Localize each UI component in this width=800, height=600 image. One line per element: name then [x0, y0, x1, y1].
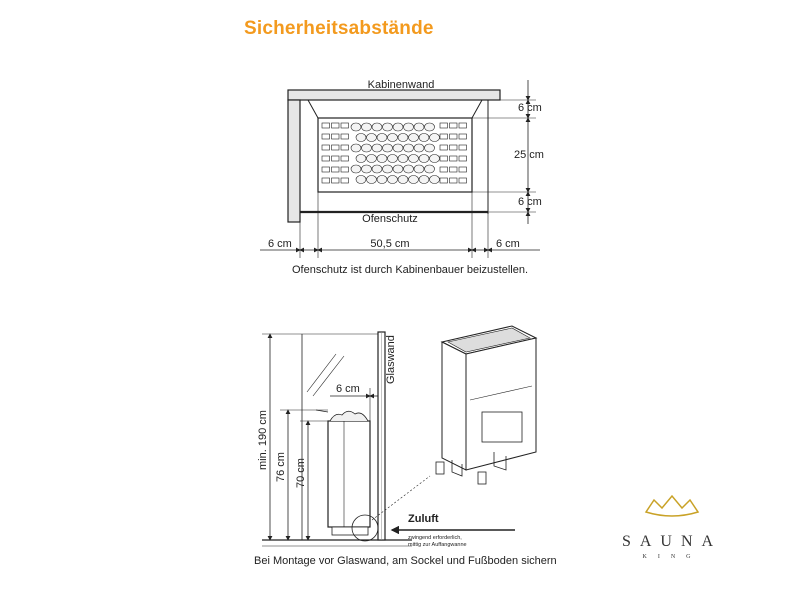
airflow-label: Zuluft — [408, 513, 439, 525]
airflow-note-1: zwingend erforderlich, — [408, 535, 462, 541]
dim-right-bottom: 6 cm — [518, 196, 542, 208]
dim-height-76: 76 cm — [275, 452, 287, 482]
stove-shield-label: Ofenschutz — [362, 213, 418, 225]
logo-sub: KING — [642, 554, 702, 560]
dim-right-top: 6 cm — [518, 102, 542, 114]
dim-bottom-left: 6 cm — [268, 238, 292, 250]
dim-height-70: 70 cm — [295, 458, 307, 488]
dim-right-mid: 25 cm — [514, 149, 544, 161]
glass-wall-label: Glaswand — [385, 335, 397, 384]
crown-icon — [646, 496, 698, 516]
airflow-note-2: mittig zur Auffangwanne — [408, 542, 467, 548]
page-title: Sicherheitsabstände — [244, 18, 434, 39]
logo-name: SAUNA — [621, 533, 723, 550]
footer-note: Bei Montage vor Glaswand, am Sockel und Fußboden sichern — [254, 555, 557, 567]
dim-bottom-mid: 50,5 cm — [370, 238, 410, 250]
dim-bottom-right: 6 cm — [496, 238, 520, 250]
dim-height-total: min. 190 cm — [257, 410, 269, 470]
shield-note: Ofenschutz ist durch Kabinenbauer beizustellen. — [292, 264, 529, 276]
dim-gap: 6 cm — [336, 383, 360, 395]
cabin-wall-label: Kabinenwand — [367, 79, 435, 91]
